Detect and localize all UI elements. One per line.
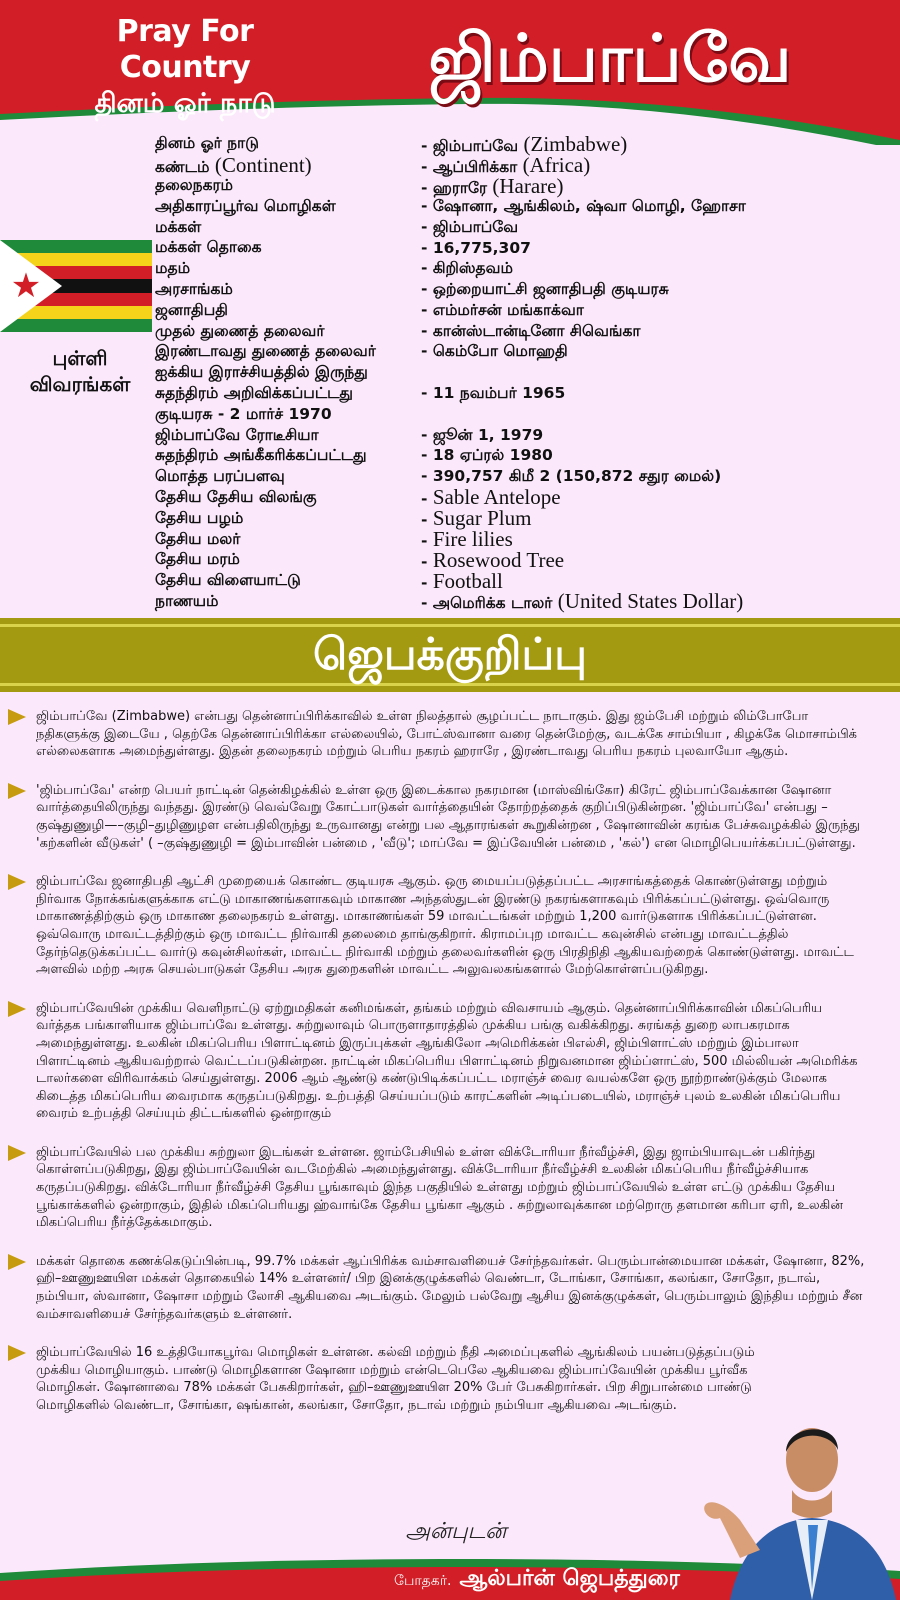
fact-row <box>155 238 895 259</box>
fact-value: - Sugar Plum <box>421 506 532 531</box>
fact-key: மக்கள் தொகை <box>155 238 262 257</box>
bullet-arrow-icon <box>8 783 26 799</box>
fact-value: - கெம்போ மொஹதி <box>421 342 568 361</box>
fact-value: - ஜிம்பாப்வே <box>421 217 519 236</box>
fact-row <box>155 547 895 572</box>
prayer-point <box>8 1144 868 1232</box>
fact-value: - Rosewood Tree <box>421 547 565 572</box>
prayer-point <box>8 1253 868 1323</box>
fact-value: - ஜிம்பாப்வே (Zimbabwe) <box>421 131 628 156</box>
tagline-tamil: தினம் ஓர் நாடு <box>94 88 276 119</box>
fact-value: - Fire lilies <box>421 527 513 552</box>
fact-value: - Football <box>421 568 503 593</box>
fact-row <box>155 173 895 198</box>
fact-key: நாணயம் <box>155 591 219 610</box>
fact-row <box>155 342 895 363</box>
facts-label: புள்ளி விவரங்கள் <box>29 346 131 396</box>
zimbabwe-flag <box>0 240 152 332</box>
prayer-point-text: ஜிம்பாப்வே ஜனாதிபதி ஆட்சி முறையைக் கொண்ட குடியரசு ஆகும். ஒரு மையப்படுத்தப்பட்ட அரசாங்கத்தைக் கொண்டுள்ளது மற்றும் நிர்வாக நோக்கங்களுக்காக எட்டு மாகாணங்களாகவும் மாகாண அந்தஸ்துடன் இரண்டு நகரங்களாகவும் பிரிக்கப்பட்டுள்ளது. ஒவ்வொரு மாகாணத்திற்கும் ஒரு மாகாண தலைநகரம் உள்ளது. மாகாணங்கள் 59 மாவட்டங்கள் மற்றும் 1,200 வார்டுகளாக பிரிக்கப்பட்டுள்ளன. ஒவ்வொரு மாவட்டத்திற்கும் ஒரு மாவட்ட நிர்வாகி தலைமை தாங்குகிறார். கிராமப்புற மாவட்ட கவுன்சில் என்பது மாவட்டத்தில் தேர்ந்தெடுக்கப்பட்ட வார்டு கவுன்சிலர்கள், மாவட்ட நிர்வாகி மற்றும் தலைவர்களின் ஒரு பிரதிநிதி ஆகியவற்றைக் கொண்டுள்ளது. மாவட்ட அளவில் மற்ற அரசு செயல்பாடுகள் தேசிய அரசு துறைகளின் மாவட்ட அலுவலகங்களால் மேற்கொள்ளப்படுகிறது. <box>36 874 854 978</box>
fact-key: மொத்த பரப்பளவு <box>155 467 285 486</box>
facts-table <box>155 131 895 614</box>
prayer-point-text: ஜிம்பாப்வேயில் 16 உத்தியோகபூர்வ மொழிகள் உள்ளன. கல்வி மற்றும் நீதி அமைப்புகளில் ஆங்கிலம் பயன்படுத்தப்படும் முக்கிய மொழியாகும். பாண்டு மொழிகளான ஷோனா மற்றும் என்டெபெலே ஆகியவை ஜிம்பாப்வேயின் முக்கிய பூர்வீக மொழிகள். ஷோனாவை 78% மக்கள் பேசுகிறார்கள், ஹி–ஊணுஊயிள 20% பேர் பேசுகிறார்கள். பிற சிறுபான்மை பாண்டு மொழிகளில் வெண்டா, சோங்கா, ஷங்கான், கலங்கா, சோதோ, நடாவ் மற்றும் நம்பியா ஆகியவை அடங்கும். <box>36 1345 755 1413</box>
fact-row <box>155 300 895 321</box>
fact-value: - ஷோனா, ஆங்கிலம், ஷ்வா மொழி, ஹோசா <box>421 196 746 215</box>
fact-key: இரண்டாவது துணைத் தலைவர் <box>155 342 376 361</box>
fact-value: - 390,757 கிமீ 2 (150,872 சதுர மைல்) <box>421 467 722 486</box>
prayer-point-text: ஜிம்பாப்வேயின் முக்கிய வெளிநாட்டு ஏற்றுமதிகள் கனிமங்கள், தங்கம் மற்றும் விவசாயம் ஆகும். தென்னாப்பிரிக்காவின் மிகப்பெரிய வர்த்தக பங்காளியாக ஜிம்பாப்வே உள்ளது. சுற்றுலாவும் பொருளாதாரத்தில் முக்கிய பங்கு வகிக்கிறது. சுரங்கத் துறை லாபகரமாக அமைந்துள்ளது. உலகின் மிகப்பெரிய பிளாட்டினம் இருப்புக்கள் ஆங்கிலோ அமெரிக்கன் பிஎல்சி, ஜிம்பிளாட்ஸ் மற்றும் இம்பாலா பிளாட்டினம் ஆகியவற்றால் வெட்டப்படுகின்றன. நாட்டின் மிகப்பெரிய பிளாட்டினம் நிறுவனமான ஜிம்ப்ளாட்ஸ், 500 மில்லியன் அமெரிக்க டாலர்களை விரிவாக்கம் செய்துள்ளது. 2006 ஆம் ஆண்டு கண்டுபிடிக்கப்பட்ட மராஞ்ச் வைர வயல்களே ஒரு நூற்றாண்டுக்கும் மேலாக கிடைத்த மிகப்பெரிய வைரமாக கருதப்படுகிறது. உற்பத்தி செய்யப்படும் காரட்களின் அடிப்படையில், மராஞ்ச் புலம் உலகின் மிகப்பெரிய வைரம் உற்பத்தி செய்யும் திட்டங்களில் ஒன்றாகும் <box>36 1000 858 1122</box>
star-icon: ★ <box>10 266 42 306</box>
prayer-points-title: ஜெபக்குறிப்பு <box>312 629 587 680</box>
fact-key: ஜிம்பாப்வே ரோடீசியா <box>155 425 319 444</box>
prayer-points-band <box>0 618 900 692</box>
bullet-arrow-icon <box>8 1254 26 1270</box>
fact-row <box>155 259 895 280</box>
fact-value: - Sable Antelope <box>421 485 561 510</box>
fact-row <box>155 589 895 614</box>
prayer-points-list <box>8 708 868 1436</box>
prayer-point <box>8 1000 868 1123</box>
bullet-arrow-icon <box>8 1345 26 1361</box>
fact-value: - கிறிஸ்தவம் <box>421 259 513 278</box>
prayer-point <box>8 873 868 979</box>
fact-row <box>155 568 895 593</box>
prayer-point-text: ஜிம்பாப்வே (Zimbabwe) என்பது தென்னாப்பிரிக்காவில் உள்ள நிலத்தால் சூழப்பட்ட நாடாகும். இது ஜம்பேசி மற்றும் லிம்போபோ நதிகளுக்கு இடையே , தெற்கே தென்னாப்பிரிக்கா எல்லையில், போட்ஸ்வானா வரை தென்மேற்கு, வடக்கே சாம்பியா , கிழக்கே மொசாம்பிக் எல்லைகளாக அமைந்துள்ளது. இதன் தலைநகரம் மற்றும் பெரிய நகரம் ஹராரே , இரண்டாவது பெரிய நகரம் புலவாயோ ஆகும். <box>36 709 857 760</box>
fact-row <box>155 467 895 488</box>
pastor-signature <box>394 1566 680 1594</box>
pastor-role: போதகர். <box>394 1573 452 1589</box>
fact-row <box>155 280 895 301</box>
fact-key: கண்டம் (Continent) <box>155 152 312 177</box>
bullet-arrow-icon <box>8 1145 26 1161</box>
fact-key: மக்கள் <box>155 217 202 236</box>
fact-value: - அமெரிக்க டாலர் (United States Dollar) <box>421 589 744 614</box>
fact-key: அரசாங்கம் <box>155 279 233 298</box>
pastor-photo <box>700 1400 900 1600</box>
fact-key: தேசிய விளையாட்டு <box>155 571 301 590</box>
sign-off: அன்புடன் <box>405 1519 507 1544</box>
fact-key: ஜனாதிபதி <box>155 300 228 319</box>
fact-key: தேசிய தேசிய விலங்கு <box>155 487 317 506</box>
fact-row <box>155 217 895 238</box>
prayer-point <box>8 708 868 761</box>
fact-row <box>155 131 895 156</box>
fact-row <box>155 485 895 510</box>
fact-key: குடியரசு - 2 மார்ச் 1970 <box>155 404 332 423</box>
fact-key: அதிகாரப்பூர்வ மொழிகள் <box>155 196 336 215</box>
fact-row <box>155 384 895 405</box>
prayer-point <box>8 1344 796 1414</box>
fact-row <box>155 321 895 342</box>
fact-row <box>155 152 895 177</box>
fact-value: - 16,775,307 <box>421 239 531 258</box>
fact-value: - ஜூன் 1, 1979 <box>421 425 544 444</box>
fact-value: - ஹராரே (Harare) <box>421 173 564 198</box>
bullet-arrow-icon <box>8 874 26 890</box>
fact-row <box>155 196 895 217</box>
fact-key: தினம் ஓர் நாடு <box>155 134 259 153</box>
fact-row <box>155 529 895 550</box>
pastor-name: ஆல்பர்ன் ஜெபத்துரை <box>459 1566 680 1591</box>
fact-key: ஐக்கிய இராச்சியத்தில் இருந்து <box>155 363 368 382</box>
fact-row <box>155 446 895 467</box>
fact-value: - ஒற்றையாட்சி ஜனாதிபதி குடியரசு <box>421 279 669 298</box>
country-title: ஜிம்பாப்வே <box>428 20 792 97</box>
fact-key: தலைநகரம் <box>155 175 233 194</box>
fact-value: - 18 ஏப்ரல் 1980 <box>421 446 553 465</box>
fact-value: - எம்மர்சன் மங்காக்வா <box>421 300 584 319</box>
bullet-arrow-icon <box>8 709 26 725</box>
prayer-point <box>8 782 868 852</box>
fact-key: முதல் துணைத் தலைவர் <box>155 321 325 340</box>
fact-value: - ஆப்பிரிக்கா (Africa) <box>421 152 591 177</box>
fact-value: - 11 நவம்பர் 1965 <box>421 383 566 402</box>
header-banner <box>0 0 900 145</box>
tagline-english: Pray For Country <box>116 14 254 85</box>
fact-row <box>155 404 895 425</box>
bullet-arrow-icon <box>8 1001 26 1017</box>
fact-key: தேசிய பழம் <box>155 508 244 527</box>
fact-key: தேசிய மரம் <box>155 550 240 569</box>
fact-key: சுதந்திரம் அங்கீகரிக்கப்பட்டது <box>155 446 367 465</box>
header-tagline <box>70 14 300 122</box>
prayer-point-text: மக்கள் தொகை கணக்கெடுப்பின்படி, 99.7% மக்கள் ஆப்பிரிக்க வம்சாவளியைச் சேர்ந்தவர்கள். பெரும்பான்மையான மக்கள், ஷோனா, 82%, ஹி–ஊணுஊயிள மக்கள் தொகையில் 14% உள்ளனர்/ பிற இனக்குழுக்களில் வெண்டா, டோங்கா, சோங்கா, கலங்கா, சோதோ, நடாவ், நம்பியா, ஸ்வானா, ஷோசா மற்றும் லோசி ஆகியவை அடங்கும். மேலும் பல்வேறு ஆசிய இனக்குழுக்கள், பெரும்பாலும் இந்திய மற்றும் சீன வம்சாவளியைச் சேர்ந்தவர்களும் உள்ளனர். <box>36 1253 865 1322</box>
fact-key: சுதந்திரம் அறிவிக்கப்பட்டது <box>155 383 353 402</box>
prayer-point-text: 'ஜிம்பாப்வே' என்ற பெயர் நாட்டின் தென்கிழக்கில் உள்ள ஒரு இடைக்கால நகரமான (மாஸ்விங்கோ) கிரேட் ஜிம்பாப்வேக்கான ஷோனா வார்த்தையிலிருந்து வந்தது. இரண்டு வெவ்வேறு கோட்பாடுகள் வார்த்தையின் தோற்றத்தைக் குறிப்பிடுகின்றன. 'ஜிம்பாப்வே' என்பது –குஷ்துணுழி—–குழி–துழிணுழள என்பதிலிருந்து உருவானது என்று பல ஆதாரங்கள் கூறுகின்றன , ஷோனாவின் கரங்க பேச்சுவழக்கில் இருந்து 'கற்களின் வீடுகள்' ( –குஷ்துணுழி = இம்பாவின் பன்மை , 'வீடு'; மாப்வே = இப்வேயின் பன்மை , 'கல்') என மொழிபெயர்க்கப்பட்டுள்ளது. <box>36 782 860 851</box>
fact-row <box>155 363 895 384</box>
fact-value: - கான்ஸ்டான்டினோ சிவெங்கா <box>421 321 641 340</box>
fact-row <box>155 508 895 529</box>
fact-key: மதம் <box>155 259 191 278</box>
fact-row <box>155 425 895 446</box>
prayer-point-text: ஜிம்பாப்வேயில் பல முக்கிய சுற்றுலா இடங்கள் உள்ளன. ஜாம்பேசியில் உள்ள விக்டோரியா நீர்வீழ்ச்சி, இது ஜாம்பியாவுடன் பகிர்ந்து கொள்ளப்படுகிறது, இது ஜிம்பாப்வேயின் வடமேற்கில் அமைந்துள்ளது. விக்டோரியா நீர்வீழ்ச்சி உலகின் மிகப்பெரிய நீர்வீழ்ச்சியாக கருதப்படுகிறது. விக்டோரியா நீர்வீழ்ச்சி தேசிய பூங்காவும் இந்த பகுதியில் உள்ளது மற்றும் ஜிம்பாப்வேயில் உள்ள எட்டு முக்கிய தேசிய பூங்காக்களில் ஒன்றாகும், இதில் மிகப்பெரியது ஹ்வாங்கே தேசிய பூங்கா ஆகும் . சுற்றுலாவுக்கான மற்றொரு தளமான கரிபா ஏரி, உலகின் மிகப்பெரிய நீர்த்தேக்கமாகும். <box>36 1144 843 1231</box>
fact-key: தேசிய மலர் <box>155 529 241 548</box>
